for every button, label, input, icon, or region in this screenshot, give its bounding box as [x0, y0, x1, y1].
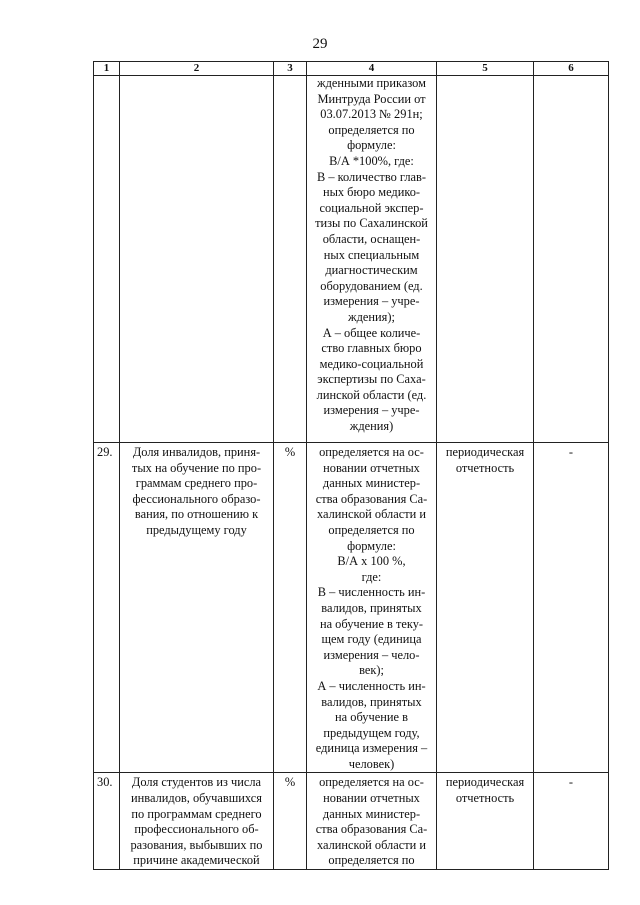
indicator-name-line: разования, выбывших по: [130, 837, 263, 852]
calculation-method-line: 03.07.2013 № 291н;: [320, 107, 423, 122]
calculation-method-line: ства образования Са-: [315, 822, 428, 837]
column-6-value: -: [534, 443, 609, 773]
calculation-method-line: ных бюро медико-: [322, 185, 421, 200]
calculation-method-line: определяется по: [328, 522, 415, 537]
calculation-method-line: измерения – учре-: [323, 403, 420, 418]
calculation-method-line: определяется на ос-: [319, 775, 424, 790]
calculation-method-line: валидов, принятых: [321, 694, 422, 709]
calculation-method-line: данных министер-: [322, 476, 421, 491]
calculation-method-line: халинской области и: [316, 837, 427, 852]
indicator-name-line: фессионального образо-: [132, 491, 261, 506]
calculation-method-line: предыдущем году,: [323, 725, 420, 740]
calculation-method-line: новании отчетных: [323, 460, 420, 475]
calculation-method-line: на обучение в: [335, 710, 408, 725]
row-number: 29.: [94, 443, 120, 773]
indicator-name-line: предыдущему году: [146, 522, 247, 537]
column-6-value: [534, 76, 609, 443]
page-number: 29: [312, 36, 328, 52]
calculation-method-line: тизы по Сахалинской: [315, 216, 428, 231]
indicator-name-line: по программам среднего: [131, 806, 262, 821]
calculation-method-line: А – общее количе-: [322, 325, 421, 340]
indicator-name-line: Доля студентов из числа: [131, 775, 262, 790]
calculation-method-line: ждения);: [348, 309, 395, 324]
data-source-line: периодическая: [445, 445, 525, 459]
unit-of-measure: [274, 76, 307, 443]
calculation-method-line: новании отчетных: [323, 791, 420, 806]
data-source: [437, 443, 534, 773]
data-source-line: отчетность: [455, 460, 515, 475]
table-row: [94, 773, 609, 870]
calculation-method-line: халинской области и: [316, 507, 427, 522]
calculation-method-line: измерения – чело-: [323, 647, 420, 662]
col-header-5: 5: [437, 62, 534, 76]
calculation-method-line: области, оснащен-: [322, 231, 421, 246]
calculation-method-line: человек): [348, 756, 395, 771]
calculation-method-line: медико-социальной: [319, 356, 424, 371]
calculation-method-line: единица измерения –: [315, 741, 428, 756]
calculation-method-line: формуле:: [347, 138, 396, 153]
data-source-line: периодическая: [445, 775, 525, 790]
table-row: [94, 76, 609, 443]
col-header-2: 2: [120, 62, 274, 76]
calculation-method-line: ство главных бюро: [321, 341, 422, 356]
table-row: [94, 443, 609, 773]
calculation-method-line: В/А х 100 %,: [337, 554, 406, 569]
data-source: [437, 76, 534, 443]
calculation-method-line: на обучение в теку-: [319, 616, 424, 631]
col-header-3: 3: [274, 62, 307, 76]
calculation-method-line: А – численность ин-: [317, 678, 426, 693]
data-source-line: отчетность: [455, 791, 515, 806]
indicator-name-line: профессионального об-: [134, 822, 259, 837]
indicator-name-line: граммам среднего про-: [135, 476, 258, 491]
indicator-name-line: Доля инвалидов, приня-: [132, 445, 261, 459]
indicator-name-line: причине академической: [133, 853, 260, 868]
unit-of-measure: %: [274, 443, 307, 773]
indicator-name-line: тых на обучение по про-: [131, 460, 262, 475]
calculation-method: [307, 773, 437, 870]
unit-of-measure: %: [274, 773, 307, 870]
indicator-name: [120, 443, 274, 773]
indicator-name-line: инвалидов, обучавшихся: [131, 791, 262, 806]
calculation-method-line: экспертизы по Саха-: [317, 372, 426, 387]
calculation-method-line: щем году (единица: [321, 632, 422, 647]
row-number: 30.: [94, 773, 120, 870]
calculation-method-line: оборудованием (ед.: [320, 278, 423, 293]
calculation-method-line: В – количество глав-: [316, 169, 427, 184]
calculation-method-line: формуле:: [347, 538, 396, 553]
data-source: [437, 773, 534, 870]
calculation-method-line: Минтруда России от: [317, 91, 426, 106]
calculation-method: [307, 443, 437, 773]
calculation-method-line: ждения): [349, 419, 394, 434]
calculation-method-line: определяется по: [328, 853, 415, 868]
calculation-method-line: определяется на ос-: [319, 445, 424, 459]
indicator-name: [120, 76, 274, 443]
col-header-1: 1: [94, 62, 120, 76]
indicator-name-line: вания, по отношению к: [134, 507, 259, 522]
calculation-method-line: диагностическим: [325, 263, 418, 278]
calculation-method-line: измерения – учре-: [323, 294, 420, 309]
indicator-name: [120, 773, 274, 870]
calculation-method-line: ства образования Са-: [315, 491, 428, 506]
calculation-method-line: где:: [361, 569, 382, 584]
calculation-method-line: В – численность ин-: [317, 585, 426, 600]
indicators-table: [93, 61, 609, 870]
calculation-method-line: социальной экспер-: [319, 200, 424, 215]
row-number: [94, 76, 120, 443]
calculation-method-line: жденными приказом: [317, 76, 426, 90]
calculation-method: [307, 76, 437, 443]
calculation-method-line: данных министер-: [322, 806, 421, 821]
col-header-4: 4: [307, 62, 437, 76]
column-number-row: [94, 62, 609, 76]
calculation-method-line: ных специальным: [323, 247, 420, 262]
calculation-method-line: век);: [359, 663, 384, 678]
column-6-value: -: [534, 773, 609, 870]
col-header-6: 6: [534, 62, 609, 76]
calculation-method-line: линской области (ед.: [316, 387, 427, 402]
calculation-method-line: определяется по: [328, 122, 415, 137]
calculation-method-line: валидов, принятых: [321, 600, 422, 615]
calculation-method-line: В/А *100%, где:: [329, 153, 414, 168]
